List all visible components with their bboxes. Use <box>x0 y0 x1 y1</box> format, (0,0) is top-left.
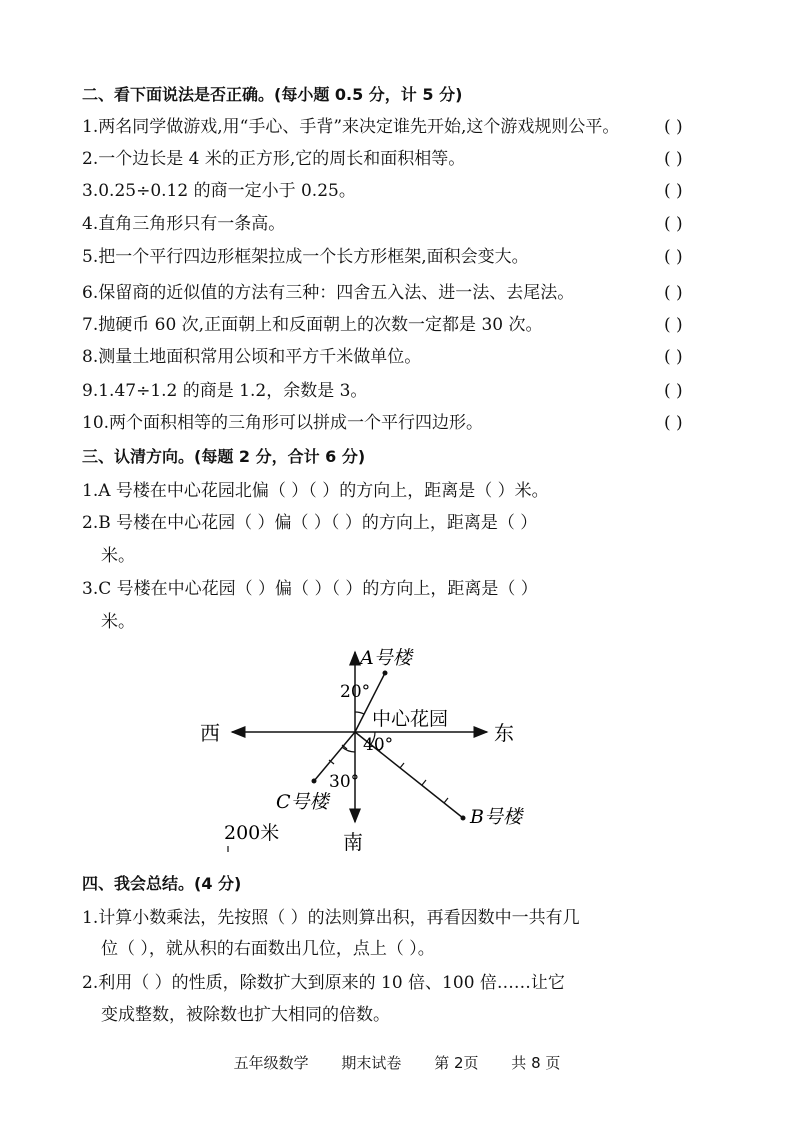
question-4-2-cont: 变成整数，被除数也扩大相同的倍数。 <box>101 1005 390 1025</box>
judgement-item: 8.测量土地面积常用公顷和平方千米做单位。 <box>82 347 422 367</box>
answer-blank[interactable]: ( ) <box>664 315 683 335</box>
footer-page: 第 2页 <box>434 1054 479 1072</box>
judgement-item: 4.直角三角形只有一条高。 <box>82 214 286 234</box>
judgement-item: 6.保留商的近似值的方法有三种：四舍五入法、进一法、去尾法。 <box>82 283 575 303</box>
question-3-1: 1.A 号楼在中心花园北偏（ ）（ ）的方向上，距离是（ ）米。 <box>82 481 549 501</box>
angle-arc-a <box>355 712 364 714</box>
point-c <box>312 779 317 784</box>
label-angle-b: 40° <box>363 735 394 755</box>
section-3-title: 三、认清方向。(每题 2 分，合计 6 分) <box>82 447 366 466</box>
answer-blank[interactable]: ( ) <box>664 214 683 234</box>
judgement-item: 1.两名同学做游戏,用“手心、手背”来决定谁先开始,这个游戏规则公平。 <box>82 117 620 137</box>
question-3-3-cont: 米。 <box>101 612 135 632</box>
judgement-item: 5.把一个平行四边形框架拉成一个长方形框架,面积会变大。 <box>82 247 529 267</box>
judgement-item: 2.一个边长是 4 米的正方形,它的周长和面积相等。 <box>82 149 466 169</box>
question-3-3: 3.C 号楼在中心花园（ ）偏（ ）（ ）的方向上，距离是（ ） <box>82 579 538 599</box>
label-angle-a: 20° <box>340 682 371 702</box>
answer-blank[interactable]: ( ) <box>664 117 683 137</box>
label-b-building: B号楼 <box>470 806 522 828</box>
label-south: 南 <box>343 830 363 854</box>
question-4-1-cont: 位（ ），就从积的右面数出几位，点上（ ）。 <box>101 939 435 959</box>
question-4-1: 1.计算小数乘法，先按照（ ）的法则算出积，再看因数中一共有几 <box>82 908 580 928</box>
label-east: 东 <box>494 721 514 745</box>
judgement-item: 10.两个面积相等的三角形可以拼成一个平行四边形。 <box>82 413 484 433</box>
answer-blank[interactable]: ( ) <box>664 149 683 169</box>
answer-blank[interactable]: ( ) <box>664 381 683 401</box>
judgement-item: 9.1.47÷1.2 的商是 1.2，余数是 3。 <box>82 381 368 401</box>
judgement-item: 7.抛硬币 60 次,正面朝上和反面朝上的次数一定都是 30 次。 <box>82 315 543 335</box>
point-a <box>383 671 388 676</box>
answer-blank[interactable]: ( ) <box>664 247 683 267</box>
footer-subject: 五年级数学 <box>233 1054 309 1072</box>
answer-blank[interactable]: ( ) <box>664 347 683 367</box>
label-a-building: A号楼 <box>360 647 412 669</box>
label-c-building: C号楼 <box>276 791 329 813</box>
label-center: 中心花园 <box>372 708 449 730</box>
label-angle-c: 30° <box>329 772 360 792</box>
answer-blank[interactable]: ( ) <box>664 181 683 201</box>
question-3-2-cont: 米。 <box>101 546 135 566</box>
footer-exam: 期末试卷 <box>341 1054 402 1072</box>
judgement-item: 3.0.25÷0.12 的商一定小于 0.25。 <box>82 181 356 201</box>
label-scale: 200米 <box>224 822 280 844</box>
point-b <box>461 816 466 821</box>
label-west: 西 <box>200 721 220 745</box>
ray-c-ticks <box>329 745 347 764</box>
page-footer <box>0 1052 794 1073</box>
answer-blank[interactable]: ( ) <box>664 283 683 303</box>
question-4-2: 2.利用（ ）的性质，除数扩大到原来的 10 倍、100 倍……让它 <box>82 973 565 993</box>
section-4-title: 四、我会总结。(4 分) <box>82 874 242 893</box>
answer-blank[interactable]: ( ) <box>664 413 683 433</box>
section-2-title: 二、看下面说法是否正确。(每小题 0.5 分，计 5 分) <box>82 85 463 104</box>
angle-arc-c <box>342 747 355 752</box>
question-3-2: 2.B 号楼在中心花园（ ）偏（ ）（ ）的方向上，距离是（ ） <box>82 513 538 533</box>
footer-total: 共 8 页 <box>511 1054 561 1072</box>
